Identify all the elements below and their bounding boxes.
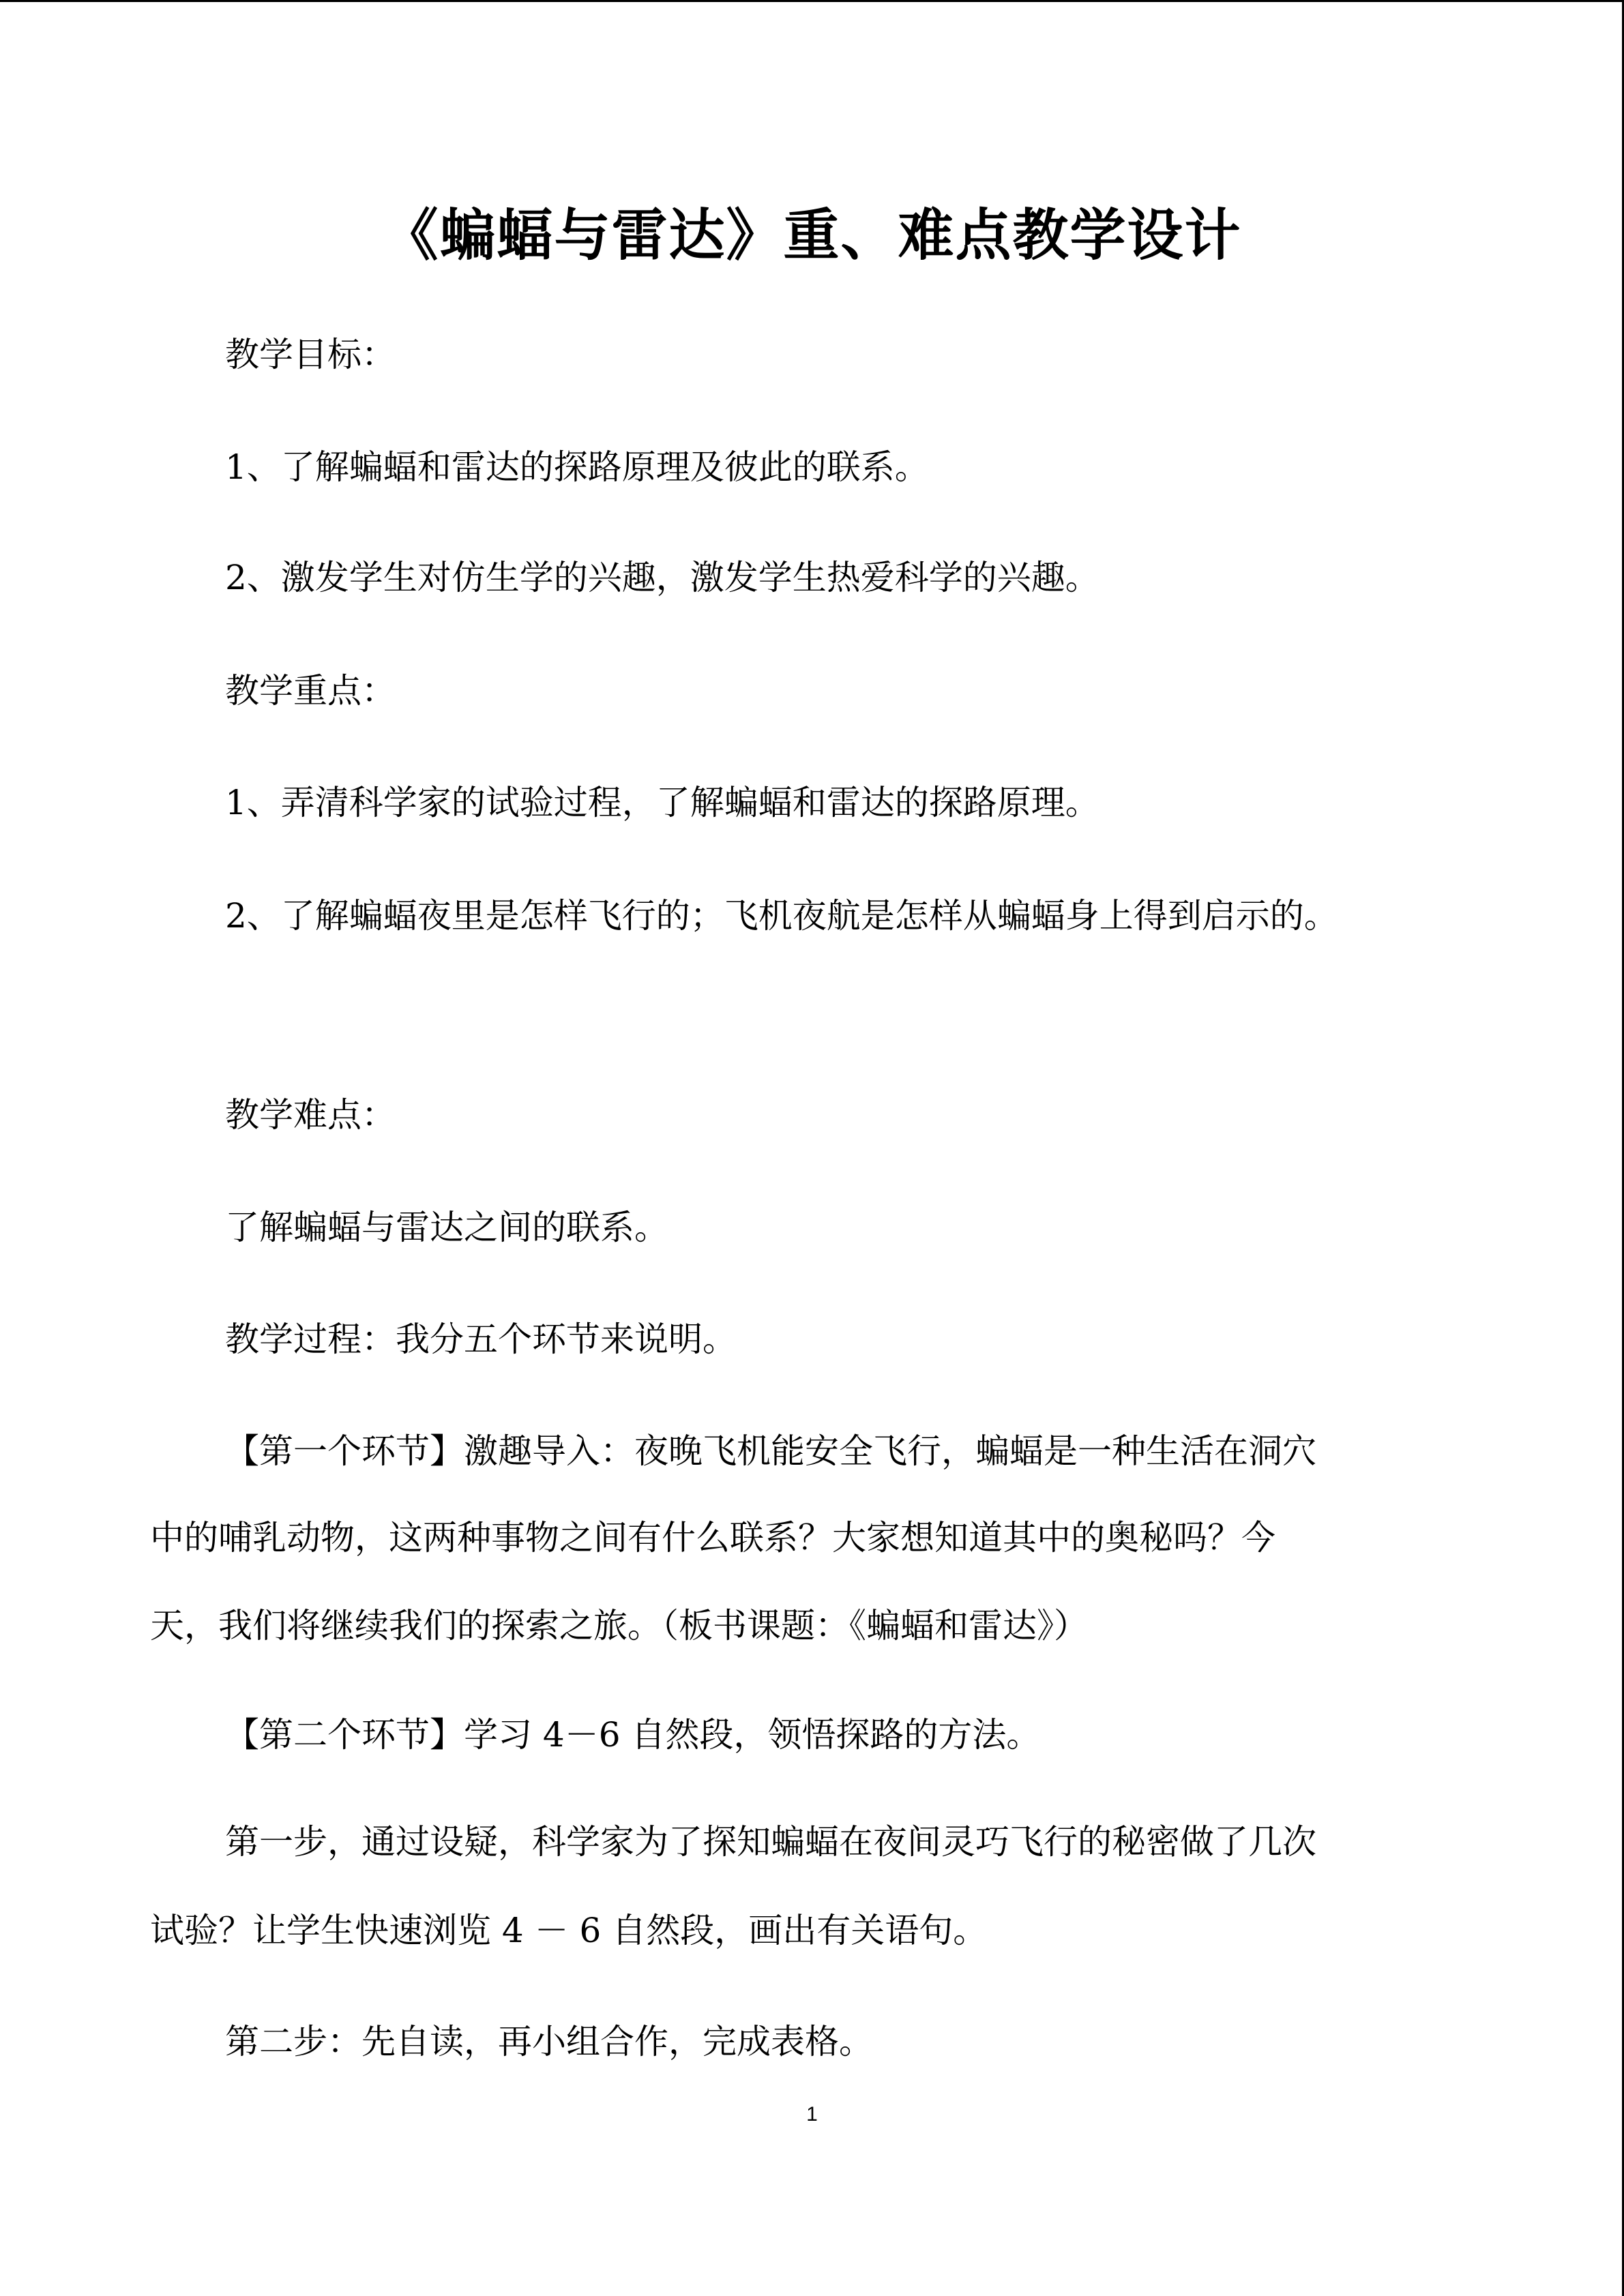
step1-line-3: 天，我们将继续我们的探索之旅。（板书课题：《蝙蝠和雷达》） [150,1606,1088,1645]
step1-line-2: 中的哺乳动物，这两种事物之间有什么联系？大家想知道其中的奥秘吗？今 [150,1518,1275,1557]
step2-second-line: 第二步：先自读，再小组合作，完成表格。 [225,2022,873,2061]
step2-first-line-1: 第一步，通过设疑，科学家为了探知蝙蝠在夜间灵巧飞行的秘密做了几次 [225,1822,1316,1862]
step2-first-line-2: 试验？让学生快速浏览 4 － 6 自然段，画出有关语句。 [150,1911,988,1950]
goal-item-1: 1、了解蝙蝠和雷达的探路原理及彼此的联系。 [225,447,929,487]
process-heading: 教学过程： [225,1320,396,1359]
step1-line-1: 【第一个环节】激趣导入：夜晚飞机能安全飞行，蝙蝠是一种生活在洞穴 [225,1431,1316,1471]
key-points-heading: 教学重点： [225,671,396,711]
document-title: 《蝙蝠与雷达》重、难点教学设计 [382,203,1242,268]
goal-item-2: 2、激发学生对仿生学的兴趣，激发学生热爱科学的兴趣。 [225,558,1099,597]
page-number: 1 [806,2103,818,2126]
key-point-item-1: 1、弄清科学家的试验过程，了解蝙蝠和雷达的探路原理。 [225,783,1099,822]
process-intro: 我分五个环节来说明。 [396,1320,737,1359]
difficult-point-text: 了解蝙蝠与雷达之间的联系。 [225,1208,668,1247]
key-point-item-2: 2、了解蝙蝠夜里是怎样飞行的；飞机夜航是怎样从蝙蝠身上得到启示的。 [225,896,1338,936]
difficult-points-heading: 教学难点： [225,1095,396,1135]
process-line [225,1317,737,1361]
goals-heading: 教学目标： [225,335,396,374]
step2-line: 【第二个环节】学习 4－6 自然段，领悟探路的方法。 [225,1715,1041,1755]
